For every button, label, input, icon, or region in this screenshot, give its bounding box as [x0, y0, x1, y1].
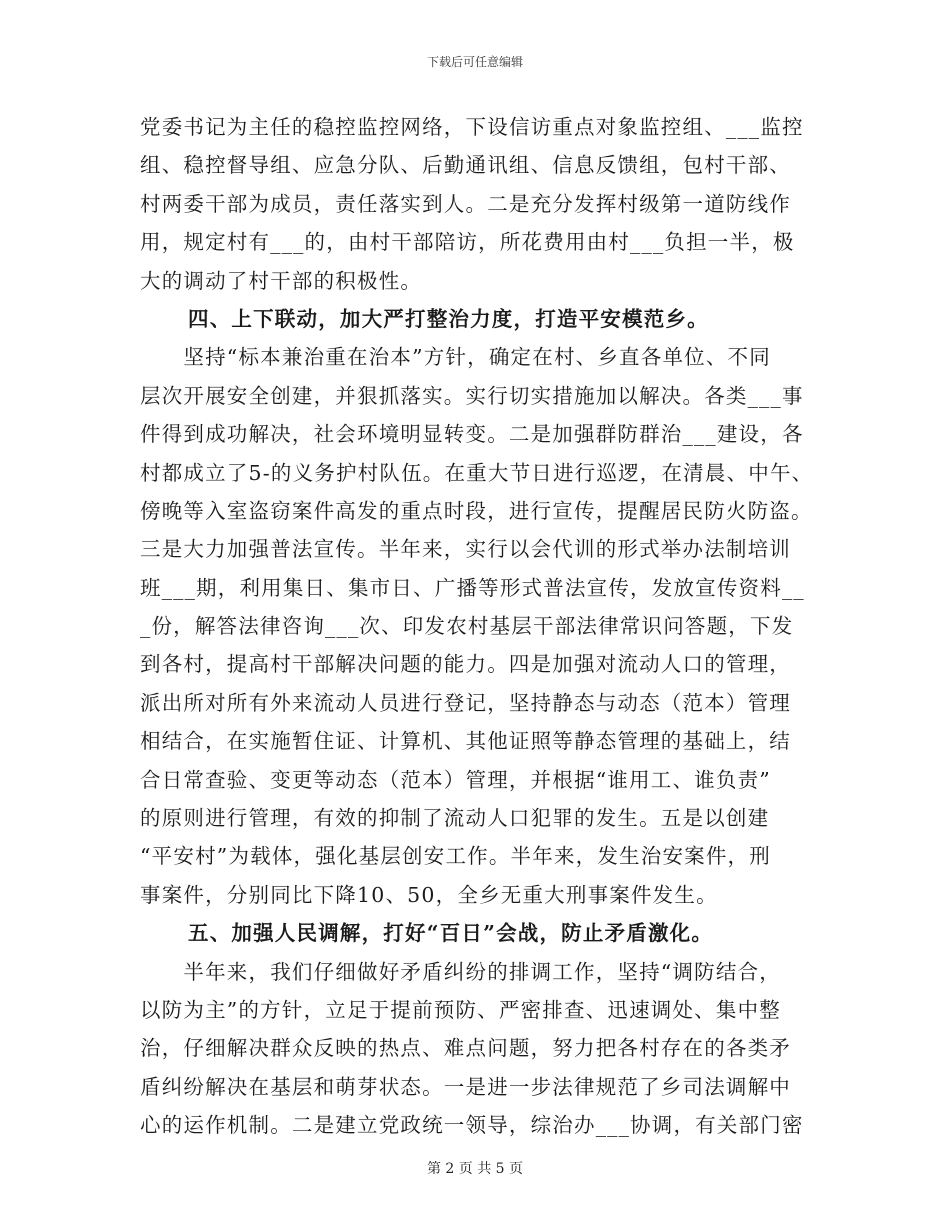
text-line: 三是大力加强普法宣传。半年来，实行以会代训的形式举办法制培训 [140, 537, 791, 562]
page-number: 第 2 页 共 5 页 [426, 1161, 524, 1177]
text-line: _份，解答法律咨询___次、印发农村基层干部法律常识问答题，下发 [140, 614, 794, 639]
text-line: 件得到成功解决，社会环境明显转变。二是加强群防群治___建设，各 [140, 422, 804, 447]
text-line: 合日常查验、变更等动态（范本）管理，并根据“谁用工、谁负责” [140, 767, 771, 792]
text-line: 事案件，分别同比下降10、50，全乡无重大刑事案件发生。 [140, 882, 718, 907]
text-line: 村两委干部为成员，责任落实到人。二是充分发挥村级第一道防线作 [140, 191, 791, 216]
text-line: 大的调动了村干部的积极性。 [140, 268, 423, 293]
text-line: 村都成立了5-的义务护村队伍。在重大节日进行巡逻，在清晨、中午、 [140, 460, 814, 485]
section-heading-5: 五、加强人民调解，打好“百日”会战，防止矛盾激化。 [188, 921, 714, 946]
text-line: 的原则进行管理，有效的抑制了流动人口犯罪的发生。五是以创建 [140, 806, 770, 831]
text-line: 班___期，利用集日、集市日、广播等形式普法宣传，发放宣传资料__ [140, 575, 805, 600]
text-line: 党委书记为主任的稳控监控网络，下设信访重点对象监控组、___监控 [140, 115, 804, 139]
text-line: “平安村”为载体，强化基层创安工作。半年来，发生治安案件，刑 [140, 844, 771, 869]
text-line: 相结合，在实施暂住证、计算机、其他证照等静态管理的基础上，结 [140, 729, 791, 754]
text-line: 组、稳控督导组、应急分队、后勤通讯组、信息反馈组，包村干部、 [140, 153, 791, 178]
text-line: 以防为主”的方针，立足于提前预防、严密排查、迅速调处、集中整 [140, 997, 781, 1022]
section-heading-4: 四、上下联动，加大严打整治力度，打造平安模范乡。 [188, 306, 709, 331]
page-header: 下载后可任意编辑 [426, 55, 523, 69]
text-line: 坚持“标本兼治重在治本”方针，确定在村、乡直各单位、不同 [140, 345, 771, 370]
text-line: 傍晚等入室盗窃案件高发的重点时段，进行宣传，提醒居民防火防盗。 [140, 498, 813, 523]
text-line: 盾纠纷解决在基层和萌芽状态。一是进一步法律规范了乡司法调解中 [140, 1074, 791, 1099]
text-line: 半年来，我们仔细做好矛盾纠纷的排调工作，坚持“调防结合， [140, 959, 781, 984]
document-body [140, 108, 814, 1145]
text-line: 层次开展安全创建，并狠抓落实。实行切实措施加以解决。各类___事 [140, 383, 804, 408]
text-line: 治，仔细解决群众反映的热点、难点问题，努力把各村存在的各类矛 [140, 1036, 791, 1061]
text-line: 心的运作机制。二是建立党政统一领导，综治办___协调，有关部门密 [140, 1113, 804, 1138]
text-line: 用，规定村有___的，由村干部陪访，所花费用由村___负担一半，极 [140, 230, 795, 255]
text-line: 派出所对所有外来流动人员进行登记，坚持静态与动态（范本）管理 [140, 690, 791, 715]
text-line: 到各村，提高村干部解决问题的能力。四是加强对流动人口的管理， [140, 652, 791, 677]
